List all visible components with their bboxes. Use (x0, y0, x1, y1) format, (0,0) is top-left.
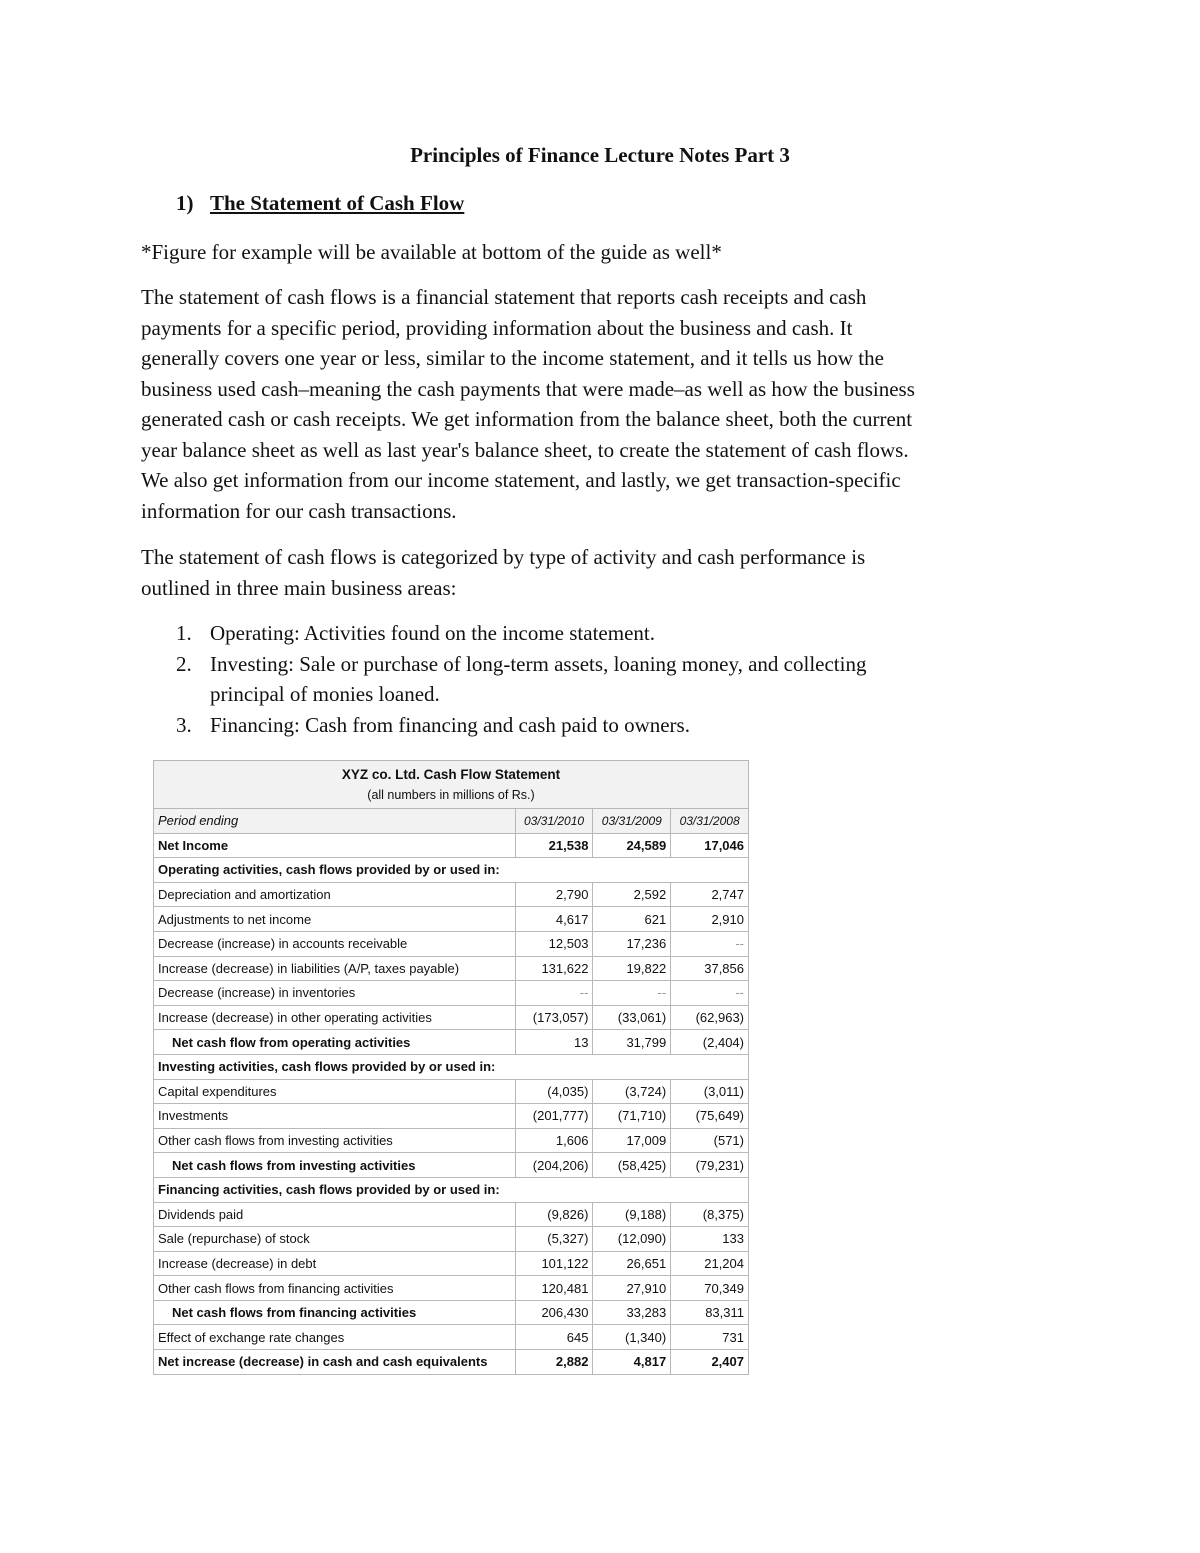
row-value: 83,311 (671, 1300, 749, 1325)
row-label: Financing activities, cash flows provided by or used in: (154, 1177, 749, 1202)
cash-flow-table (153, 760, 749, 1375)
row-value: (12,090) (593, 1227, 671, 1252)
row-value: (173,057) (515, 1005, 593, 1030)
row-value: (8,375) (671, 1202, 749, 1227)
row-value: (62,963) (671, 1005, 749, 1030)
row-value: (33,061) (593, 1005, 671, 1030)
row-value: (71,710) (593, 1104, 671, 1129)
row-value: 37,856 (671, 956, 749, 981)
row-value: (3,011) (671, 1079, 749, 1104)
table-row (154, 1079, 749, 1104)
text-line: We also get information from our income statement, and lastly, we get transaction-specific (141, 468, 901, 492)
table-row (154, 1325, 749, 1350)
row-value: -- (671, 981, 749, 1006)
table-row (154, 1350, 749, 1375)
row-label: Adjustments to net income (154, 907, 516, 932)
list-number: 2. (176, 651, 192, 676)
row-value: (79,231) (671, 1153, 749, 1178)
row-label: Net cash flows from financing activities (154, 1300, 516, 1325)
text-line: generally covers one year or less, similar to the income statement, and it tells us how the (141, 346, 884, 370)
row-value: 731 (671, 1325, 749, 1350)
row-value: 31,799 (593, 1030, 671, 1055)
row-value: -- (515, 981, 593, 1006)
table-header (154, 761, 749, 809)
row-value: 4,617 (515, 907, 593, 932)
row-value: (3,724) (593, 1079, 671, 1104)
table-row (154, 1030, 749, 1055)
text-line: The statement of cash flows is categorized by type of activity and cash performance is (141, 545, 866, 569)
row-label: Increase (decrease) in liabilities (A/P, taxes payable) (154, 956, 516, 981)
section-title: The Statement of Cash Flow (210, 191, 465, 215)
row-value: 645 (515, 1325, 593, 1350)
text-line: principal of monies loaned. (210, 682, 440, 706)
list-number: 3. (176, 712, 192, 737)
page-title: Principles of Finance Lecture Notes Part 3 (410, 143, 790, 167)
row-value: 24,589 (593, 833, 671, 858)
list-number: 1. (176, 621, 192, 645)
row-label: Investing activities, cash flows provided by or used in: (154, 1054, 749, 1079)
text-line: Operating: Activities found on the income statement. (210, 621, 655, 645)
paragraph-categories (141, 542, 1061, 603)
row-value: 21,538 (515, 833, 593, 858)
row-label: Net cash flow from operating activities (154, 1030, 516, 1055)
row-value: 120,481 (515, 1276, 593, 1301)
table-row (154, 833, 749, 858)
text-line: Investing: Sale or purchase of long-term assets, loaning money, and collecting (210, 651, 867, 676)
row-label: Sale (repurchase) of stock (154, 1227, 516, 1252)
list-text (210, 649, 866, 710)
period-2008: 03/31/2008 (671, 809, 749, 834)
list-text (210, 618, 655, 649)
table-row (154, 1300, 749, 1325)
row-value: 17,046 (671, 833, 749, 858)
text-line: year balance sheet as well as last year's balance sheet, to create the statement of cash flows. (141, 437, 909, 462)
table-subtitle: (all numbers in millions of Rs.) (367, 787, 535, 802)
row-value: 17,009 (593, 1128, 671, 1153)
row-value: (9,188) (593, 1202, 671, 1227)
row-label: Net Income (154, 833, 516, 858)
period-2010: 03/31/2010 (515, 809, 593, 834)
row-value: 2,910 (671, 907, 749, 932)
table-row (154, 1153, 749, 1178)
table-title: XYZ co. Ltd. Cash Flow Statement (341, 766, 561, 782)
period-row (154, 809, 749, 834)
table-row (154, 858, 749, 883)
table-row (154, 981, 749, 1006)
list-text (210, 710, 690, 741)
table-row (154, 1251, 749, 1276)
table-row (154, 1177, 749, 1202)
table-row (154, 1128, 749, 1153)
table-row (154, 907, 749, 932)
row-label: Depreciation and amortization (154, 882, 516, 907)
figure-note: *Figure for example will be available at bottom of the guide as well* (141, 240, 722, 264)
paragraph-intro (141, 282, 1061, 526)
table-row (154, 1276, 749, 1301)
row-value: 13 (515, 1030, 593, 1055)
row-value: 621 (593, 907, 671, 932)
row-label: Other cash flows from investing activities (154, 1128, 516, 1153)
row-value: 2,790 (515, 882, 593, 907)
row-value: -- (671, 931, 749, 956)
row-value: (58,425) (593, 1153, 671, 1178)
row-value: 27,910 (593, 1276, 671, 1301)
row-value: 70,349 (671, 1276, 749, 1301)
row-value: 26,651 (593, 1251, 671, 1276)
row-value: 21,204 (671, 1251, 749, 1276)
text-line: business used cash–meaning the cash payments that were made–as well as how the business (141, 376, 915, 401)
list-item (176, 649, 866, 710)
row-value: 101,122 (515, 1251, 593, 1276)
section-heading (176, 191, 464, 216)
row-value: 2,747 (671, 882, 749, 907)
row-value: (1,340) (593, 1325, 671, 1350)
text-line: payments for a specific period, providing information about the business and cash. It (141, 315, 853, 340)
list-item (176, 618, 866, 649)
row-value: (571) (671, 1128, 749, 1153)
row-value: 33,283 (593, 1300, 671, 1325)
row-value: 12,503 (515, 931, 593, 956)
row-value: 19,822 (593, 956, 671, 981)
text-line: Financing: Cash from financing and cash paid to owners. (210, 712, 690, 737)
activity-list (176, 618, 866, 740)
table-row (154, 931, 749, 956)
row-value: 133 (671, 1227, 749, 1252)
row-value: 206,430 (515, 1300, 593, 1325)
text-line: generated cash or cash receipts. We get information from the balance sheet, both the current (141, 407, 913, 431)
row-label: Decrease (increase) in inventories (154, 981, 516, 1006)
row-label: Dividends paid (154, 1202, 516, 1227)
row-value: 2,882 (515, 1350, 593, 1375)
row-label: Increase (decrease) in other operating activities (154, 1005, 516, 1030)
period-2009: 03/31/2009 (593, 809, 671, 834)
row-value: (5,327) (515, 1227, 593, 1252)
row-label: Investments (154, 1104, 516, 1129)
table-row (154, 956, 749, 981)
row-label: Decrease (increase) in accounts receivable (154, 931, 516, 956)
row-label: Other cash flows from financing activities (154, 1276, 516, 1301)
text-line: outlined in three main business areas: (141, 575, 457, 600)
table-row (154, 1054, 749, 1079)
row-value: (201,777) (515, 1104, 593, 1129)
row-value: (4,035) (515, 1079, 593, 1104)
row-label: Capital expenditures (154, 1079, 516, 1104)
row-value: 131,622 (515, 956, 593, 981)
row-label: Increase (decrease) in debt (154, 1251, 516, 1276)
row-label: Net cash flows from investing activities (154, 1153, 516, 1178)
row-label: Effect of exchange rate changes (154, 1325, 516, 1350)
row-value: 4,817 (593, 1350, 671, 1375)
row-label: Net increase (decrease) in cash and cash equivalents (154, 1350, 516, 1375)
row-value: 1,606 (515, 1128, 593, 1153)
text-line: information for our cash transactions. (141, 498, 457, 523)
table-row (154, 1104, 749, 1129)
row-value: -- (593, 981, 671, 1006)
period-label: Period ending (154, 809, 516, 834)
row-value: (9,826) (515, 1202, 593, 1227)
row-value: (2,404) (671, 1030, 749, 1055)
list-item (176, 710, 866, 741)
text-line: The statement of cash flows is a financial statement that reports cash receipts and cash (141, 285, 867, 309)
row-value: (75,649) (671, 1104, 749, 1129)
table-row (154, 1227, 749, 1252)
row-label: Operating activities, cash flows provided by or used in: (154, 858, 749, 883)
table-row (154, 1005, 749, 1030)
table-row (154, 882, 749, 907)
row-value: (204,206) (515, 1153, 593, 1178)
table-row (154, 1202, 749, 1227)
row-value: 17,236 (593, 931, 671, 956)
row-value: 2,407 (671, 1350, 749, 1375)
row-value: 2,592 (593, 882, 671, 907)
section-number: 1) (176, 191, 194, 215)
